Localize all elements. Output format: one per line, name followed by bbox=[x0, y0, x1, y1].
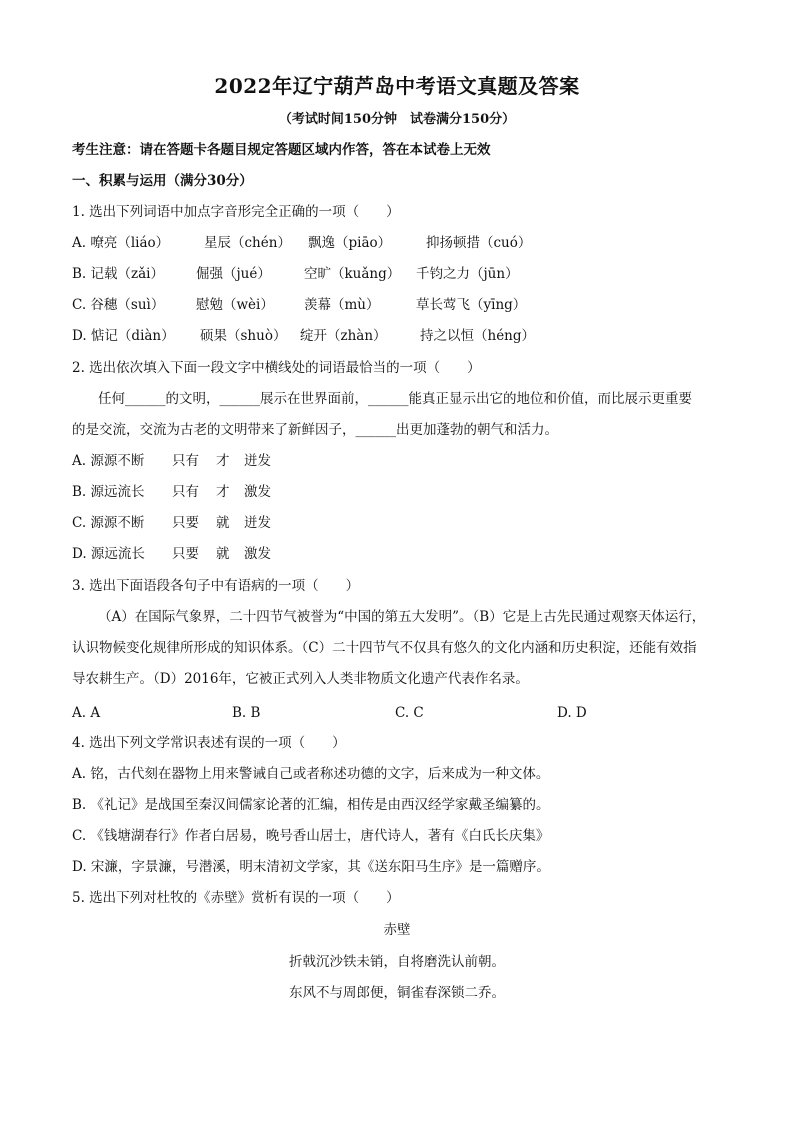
question-2-passage-line: 任何______的文明，______展示在世界面前，______能真正显示出它的地位和价值，而比展示更重要 bbox=[98, 391, 692, 407]
exam-notice: 考生注意：请在答题卡各题目规定答题区域内作答，答在本试卷上无效 bbox=[72, 142, 491, 158]
question-3-passage-line: （A）在国际气象界，二十四节气被誉为“中国的第五大发明”。（B）它是上古先民通过观察天体运行， bbox=[98, 609, 706, 625]
question-4-option-c: C. 《钱塘湖春行》作者白居易，晚号香山居士，唐代诗人，著有《白氏长庆集》 bbox=[72, 828, 550, 844]
question-1-option-d: D. 惦记（diàn） 硕果（shuò） 绽开（zhàn） 持之以恒（héng） bbox=[72, 328, 536, 344]
question-1-option-b: B. 记载（zǎi） 倔强（jué） 空旷（kuǎng） 千钧之力（jūn） bbox=[72, 266, 519, 282]
question-3-option-b: B. B bbox=[232, 705, 261, 721]
question-4-option-d: D. 宋濂，字景濂，号潜溪，明末清初文学家，其《送东阳马生序》是一篇赠序。 bbox=[72, 859, 550, 875]
page-subtitle: （考试时间150分钟 试卷满分150分） bbox=[278, 112, 516, 127]
question-1-option-c: C. 谷穗（suì） 慰勉（wèi） 羡幕（mù） 草长莺飞（yīng） bbox=[72, 297, 527, 313]
question-2-stem: 2. 选出依次填入下面一段文字中横线处的词语最恰当的一项（ ） bbox=[72, 360, 481, 376]
question-2-option-c: C. 源源不断 只要 就 迸发 bbox=[72, 515, 271, 531]
question-2-option-a: A. 源源不断 只有 才 迸发 bbox=[72, 453, 271, 469]
question-3-option-d: D. D bbox=[557, 705, 587, 721]
question-1-option-a: A. 嘹亮（liáo） 星辰（chén） 飘逸（piāo） 抑扬顿措（cuó） bbox=[72, 235, 532, 251]
question-2-option-d: D. 源远流长 只要 就 激发 bbox=[72, 546, 271, 562]
question-3-options bbox=[72, 704, 587, 722]
question-4-option-b: B. 《礼记》是战国至秦汉间儒家论著的汇编，相传是由西汉经学家戴圣编纂的。 bbox=[72, 797, 550, 813]
question-2-option-b: B. 源远流长 只有 才 激发 bbox=[72, 484, 271, 500]
question-2-passage-line: 的是交流，交流为古老的文明带来了新鲜因子，______出更加蓬勃的朝气和活力。 bbox=[72, 422, 558, 438]
question-1-stem: 1. 选出下列词语中加点字音形完全正确的一项（ ） bbox=[72, 204, 400, 220]
question-4-stem: 4. 选出下列文学常识表述有误的一项（ ） bbox=[72, 735, 346, 751]
poem-title: 赤壁 bbox=[383, 922, 411, 938]
question-3-option-a: A. A bbox=[72, 705, 101, 721]
poem-line: 东风不与周郎便，铜雀春深锁二乔。 bbox=[289, 985, 505, 1001]
section-heading: 一、积累与运用（满分30分） bbox=[72, 173, 253, 189]
question-5-stem: 5. 选出下列对杜牧的《赤壁》赏析有误的一项（ ） bbox=[72, 890, 400, 906]
question-3-stem: 3. 选出下面语段各句子中有语病的一项（ ） bbox=[72, 578, 360, 594]
page-title: 2022年辽宁葫芦岛中考语文真题及答案 bbox=[214, 74, 580, 98]
question-3-option-c: C. C bbox=[395, 705, 424, 721]
question-4-option-a: A. 铭，古代刻在器物上用来警诫自己或者称述功德的文字，后来成为一种文体。 bbox=[72, 766, 550, 782]
question-3-passage-line: 导农耕生产。（D）2016年，它被正式列入人类非物质文化遗产代表作名录。 bbox=[72, 671, 529, 687]
question-3-passage-line: 认识物候变化规律所形成的知识体系。（C）二十四节气不仅具有悠久的文化内涵和历史积淀，还能有效指 bbox=[72, 640, 697, 656]
poem-line: 折戟沉沙铁未销，自将磨洗认前朝。 bbox=[289, 954, 505, 970]
